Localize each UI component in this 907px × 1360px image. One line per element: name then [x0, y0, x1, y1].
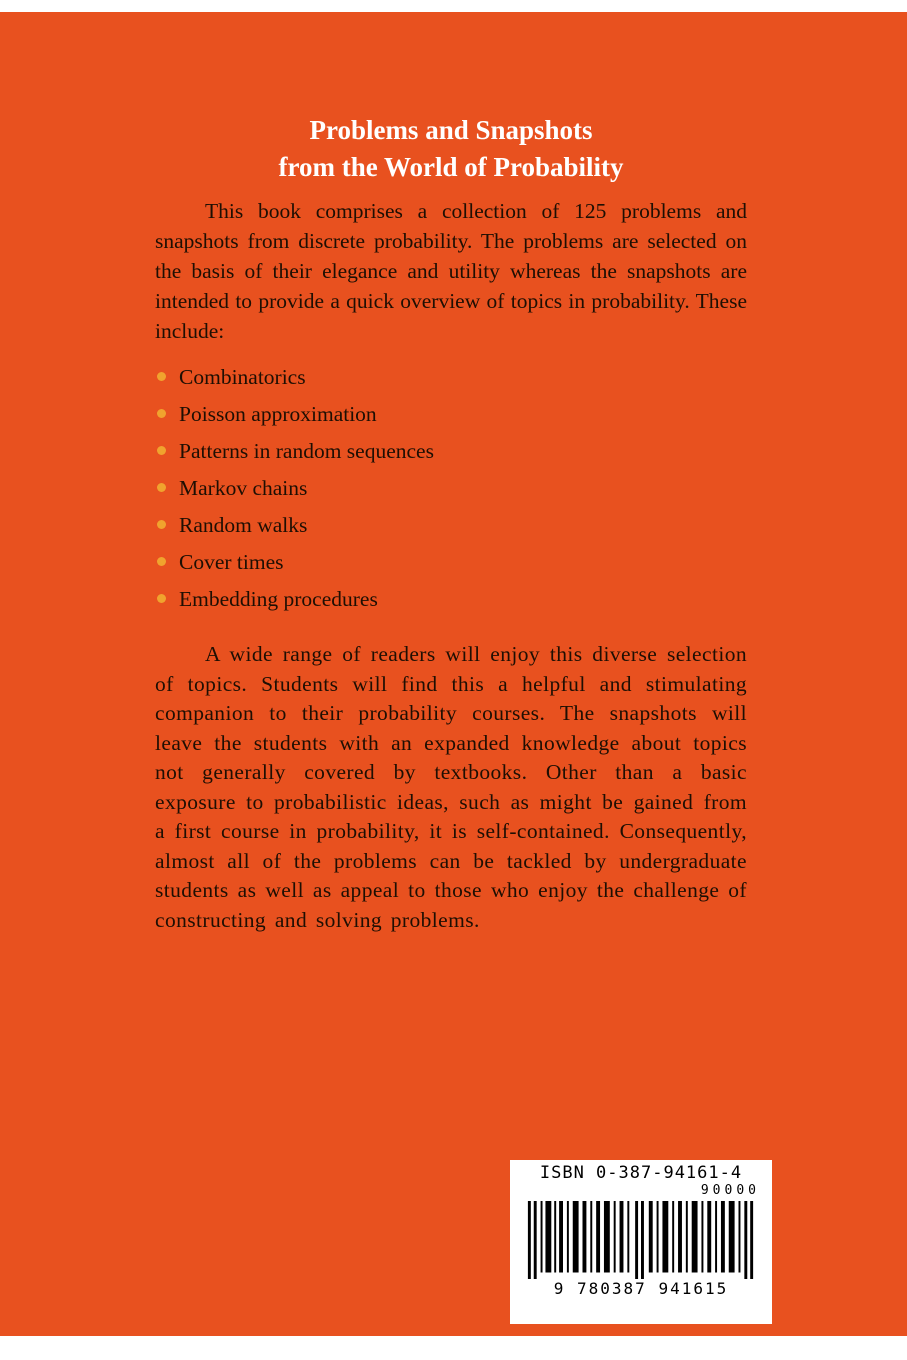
intro-paragraph: This book comprises a collection of 125 problems and snapshots from discrete probability. The problems are selected on the basis of their elegance and utility whereas the snapshots are intended to provide a quick overview of topics in probability. These include:: [155, 199, 747, 343]
topics-list: [157, 362, 749, 621]
topic-item: [157, 584, 749, 614]
topic-label: Combinatorics: [179, 365, 306, 389]
isbn-barcode-box: [510, 1160, 772, 1324]
barcode-icon: [524, 1201, 758, 1279]
bullet-icon: [157, 372, 166, 381]
topic-label: Markov chains: [179, 476, 308, 500]
bullet-icon: [157, 520, 166, 529]
topic-label: Embedding procedures: [179, 587, 378, 611]
ean-digits: 9 780387 941615: [553, 1279, 729, 1298]
closing-paragraph: A wide range of readers will enjoy this diverse selection of topics. Students will find this a helpful and stimulating companion to their probability courses. The snapshots will leave the students with an expanded knowledge about topics not generally covered by textbooks. Other than a basic exposure to probabilistic ideas, such as might be gained from a first course in probability, it is self-contained. Consequently, almost all of the problems can be tackled by undergraduate students as well as appeal to those who enjoy the challenge of constructing and solving problems.: [155, 642, 747, 932]
topic-item: [157, 547, 749, 577]
book-title-line1: Problems and Snapshots: [309, 115, 593, 145]
topic-label: Cover times: [179, 550, 284, 574]
topic-item: [157, 473, 749, 503]
price-code: 90000: [700, 1183, 760, 1198]
bullet-icon: [157, 483, 166, 492]
bullet-icon: [157, 557, 166, 566]
isbn-number: ISBN 0-387-94161-4: [539, 1163, 743, 1183]
book-title-line2: from the World of Probability: [278, 152, 624, 182]
topic-label: Poisson approximation: [179, 402, 377, 426]
topic-item: [157, 436, 749, 466]
book-title: [155, 112, 747, 186]
topic-item: [157, 510, 749, 540]
topic-item: [157, 362, 749, 392]
bullet-icon: [157, 594, 166, 603]
topic-label: Random walks: [179, 513, 308, 537]
topic-item: [157, 399, 749, 429]
bullet-icon: [157, 409, 166, 418]
topic-label: Patterns in random sequences: [179, 439, 434, 463]
cover-background: [0, 12, 907, 1336]
bullet-icon: [157, 446, 166, 455]
